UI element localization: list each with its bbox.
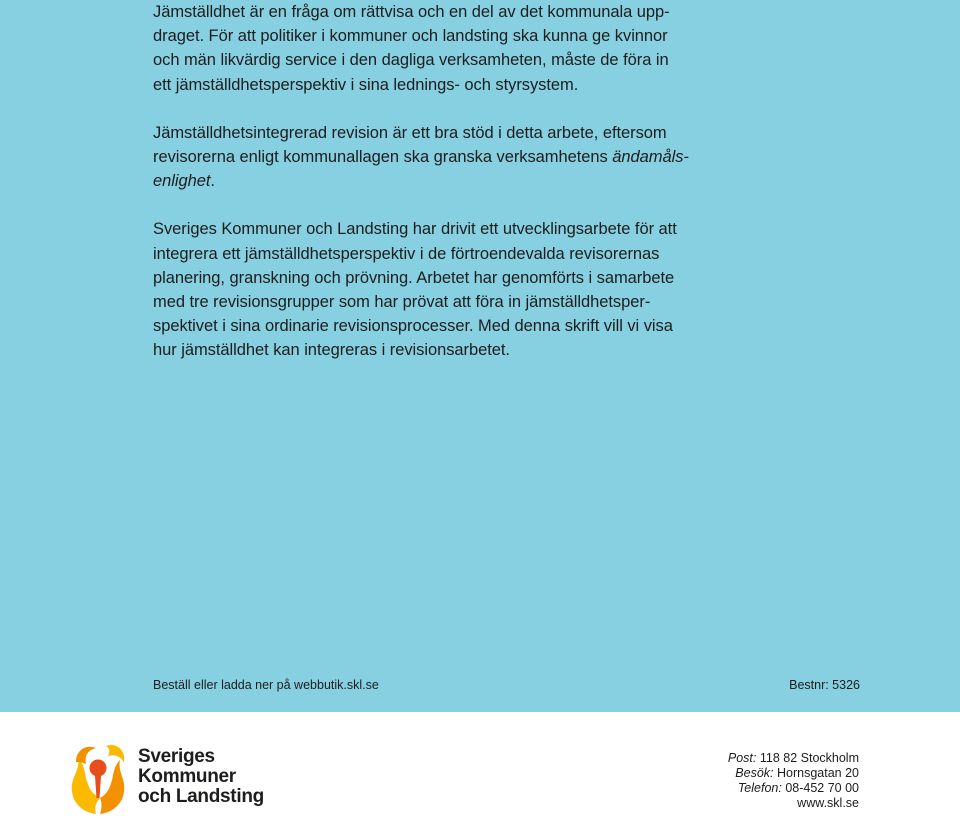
- contact-phone: [728, 781, 859, 796]
- paragraph-1: [153, 0, 683, 97]
- contact-post: [728, 751, 859, 766]
- order-number: Bestnr: 5326: [789, 678, 860, 692]
- text-segment: revisorerna enligt kommunallagen ska granska verksamhetens: [153, 148, 613, 167]
- contact-website[interactable]: www.skl.se: [797, 796, 859, 810]
- contact-value: Hornsgatan 20: [773, 766, 859, 780]
- text-line: och män likvärdig service i den dagliga verksamheten, måste de föra in: [153, 51, 669, 70]
- logo-line: Sveriges: [138, 746, 215, 767]
- text-line: ett jämställdhetsperspektiv i sina lednings- och styrsystem.: [153, 75, 579, 94]
- text-line: spektivet i sina ordinarie revisionsprocesser. Med denna skrift vill vi visa: [153, 317, 673, 336]
- text-line: hur jämställdhet kan integreras i revisionsarbetet.: [153, 341, 510, 360]
- text-line: integrera ett jämställdhetsperspektiv i de förtroendevalda revisorernas: [153, 244, 660, 263]
- text-line: [153, 145, 689, 169]
- logo-line: och Landsting: [138, 786, 264, 807]
- text-line: draget. För att politiker i kommuner och landsting ska kunna ge kvinnor: [153, 27, 668, 46]
- order-link-text[interactable]: Beställ eller ladda ner på webbutik.skl.se: [153, 678, 379, 692]
- text-line: [153, 169, 683, 193]
- italic-term: ändamåls-: [612, 148, 689, 167]
- contact-visit: [728, 766, 859, 781]
- logo-line: Kommuner: [138, 766, 236, 787]
- text-line: planering, granskning och prövning. Arbetet har genomförts i samarbete: [153, 268, 675, 287]
- contact-label: Besök:: [735, 766, 774, 780]
- footer: [0, 712, 960, 818]
- text-line: med tre revisionsgrupper som har prövat att föra in jämställdhetsper-: [153, 293, 651, 312]
- text-segment: .: [210, 172, 215, 191]
- skl-logo-wordmark: [138, 747, 264, 807]
- text-line: Jämställdhet är en fråga om rättvisa och en del av det kommunala upp-: [153, 3, 670, 21]
- text-line: Jämställdhetsintegrerad revision är ett bra stöd i detta arbete, eftersom: [153, 123, 667, 142]
- contact-label: Telefon:: [737, 781, 782, 795]
- body-text: [153, 0, 689, 387]
- contact-label: Post:: [727, 751, 757, 765]
- contact-value: 08-452 70 00: [781, 781, 859, 795]
- contact-block: [728, 751, 859, 811]
- text-line: Sveriges Kommuner och Landsting har drivit ett utvecklingsarbete för att: [153, 220, 677, 239]
- paragraph-2: [153, 121, 689, 194]
- contact-value: 118 82 Stockholm: [756, 751, 859, 765]
- italic-term: enlighet: [153, 172, 211, 191]
- paragraph-3: [153, 217, 683, 362]
- skl-flame-logo-icon: [66, 738, 130, 814]
- skl-logo: [66, 738, 266, 814]
